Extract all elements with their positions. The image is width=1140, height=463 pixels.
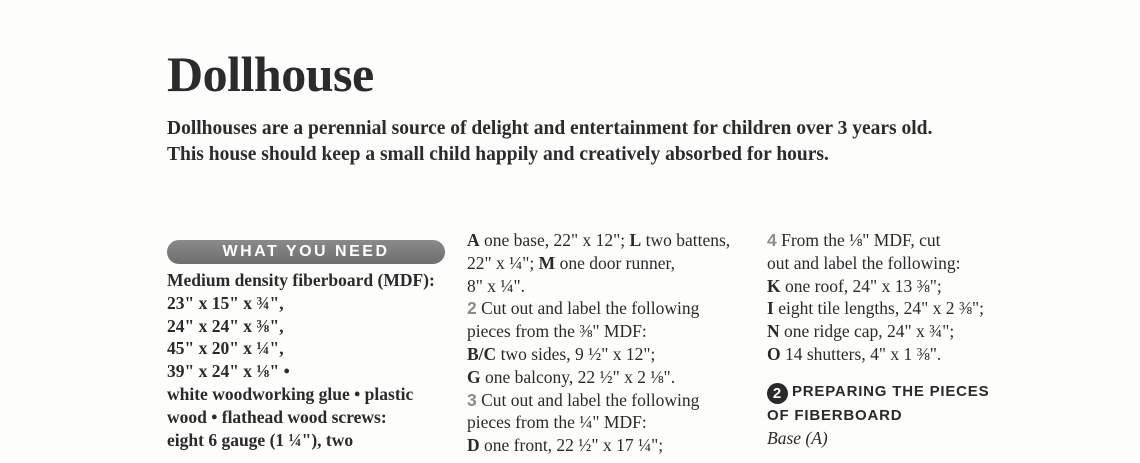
- piece-label: O: [767, 343, 781, 364]
- instruction-text: pieces from the ⅜" MDF:: [467, 321, 647, 342]
- materials-line: 45" x 20" x ¼",: [167, 338, 284, 359]
- instruction-line: [767, 229, 1067, 252]
- piece-label: I: [767, 298, 774, 319]
- piece-label: A: [467, 230, 480, 250]
- materials-list: [167, 269, 452, 451]
- instruction-text: two sides, 9 ½" x 12";: [496, 343, 656, 364]
- instruction-line: [467, 229, 757, 252]
- instruction-line: [467, 275, 757, 298]
- page-title: Dollhouse: [167, 46, 374, 102]
- step-number: 2: [467, 298, 477, 319]
- instruction-text: one roof, 24" x 13 ⅜";: [780, 275, 942, 296]
- instruction-text: one front, 22 ½" x 17 ¼";: [479, 435, 664, 456]
- instruction-line: [767, 343, 1067, 366]
- instruction-text: one balcony, 22 ½" x 2 ⅛".: [480, 366, 676, 387]
- materials-line: wood • flathead wood screws:: [167, 406, 387, 427]
- instruction-line: [767, 275, 1067, 298]
- instruction-line: [467, 366, 757, 389]
- materials-line: 23" x 15" x ¾",: [167, 292, 284, 313]
- piece-label: D: [467, 435, 480, 456]
- piece-label: G: [467, 366, 481, 387]
- instruction-line: [767, 252, 1067, 275]
- instruction-line: [767, 320, 1067, 343]
- what-you-need-banner: WHAT YOU NEED: [167, 240, 445, 264]
- instruction-text: 14 shutters, 4" x 1 ⅜".: [780, 343, 942, 364]
- section-number-badge: 2: [767, 383, 788, 404]
- instruction-line: [467, 434, 757, 457]
- instruction-text: two battens,: [641, 230, 731, 250]
- section-heading-line: OF FIBERBOARD: [767, 406, 903, 424]
- piece-label: B/C: [467, 343, 497, 364]
- materials-line: 24" x 24" x ⅜",: [167, 315, 284, 336]
- instruction-text: out and label the following:: [767, 252, 961, 273]
- materials-line: eight 6 gauge (1 ¼"), two: [167, 429, 354, 450]
- instruction-text: one ridge cap, 24" x ¾";: [779, 321, 955, 342]
- materials-line: Medium density fiberboard (MDF):: [167, 270, 435, 290]
- materials-column: [167, 229, 452, 451]
- piece-label: L: [629, 230, 642, 250]
- intro-line: This house should keep a small child happily and creatively absorbed for hours.: [167, 144, 829, 165]
- cutting-steps: [767, 229, 1067, 366]
- instruction-text: Cut out and label the following: [476, 389, 700, 410]
- piece-label: N: [767, 321, 780, 342]
- piece-label: K: [767, 275, 781, 296]
- subhead-base: Base (A): [767, 427, 828, 448]
- materials-line: 39" x 24" x ⅛" •: [167, 361, 290, 382]
- instruction-text: Cut out and label the following: [476, 298, 700, 319]
- section-heading-line: PREPARING THE PIECES: [792, 382, 990, 400]
- intro-paragraph: [167, 116, 1067, 168]
- instruction-line: [467, 252, 757, 275]
- instruction-line: [767, 297, 1067, 320]
- instruction-line: [467, 389, 757, 412]
- step-number: 3: [467, 389, 477, 410]
- instructions-column-right: [767, 229, 1067, 450]
- intro-line: Dollhouses are a perennial source of delight and entertainment for children over 3 years old.: [167, 118, 933, 139]
- step-number: 4: [767, 230, 777, 250]
- materials-line: white woodworking glue • plastic: [167, 383, 414, 404]
- instruction-text: 22" x ¼";: [467, 252, 539, 273]
- instruction-line: [467, 411, 757, 434]
- section-heading: [767, 380, 1067, 404]
- instruction-text: From the ⅛" MDF, cut: [776, 230, 941, 250]
- instruction-text: pieces from the ¼" MDF:: [467, 412, 647, 433]
- instruction-line: [467, 297, 757, 320]
- piece-label: M: [538, 252, 556, 273]
- cutting-instructions-column: [467, 229, 757, 457]
- instruction-text: one base, 22" x 12";: [479, 230, 630, 250]
- instruction-text: eight tile lengths, 24" x 2 ⅜";: [773, 298, 984, 319]
- instruction-line: [467, 320, 757, 343]
- instruction-text: one door runner,: [555, 252, 676, 273]
- instruction-text: 8" x ¼".: [467, 275, 526, 296]
- instruction-line: [467, 343, 757, 366]
